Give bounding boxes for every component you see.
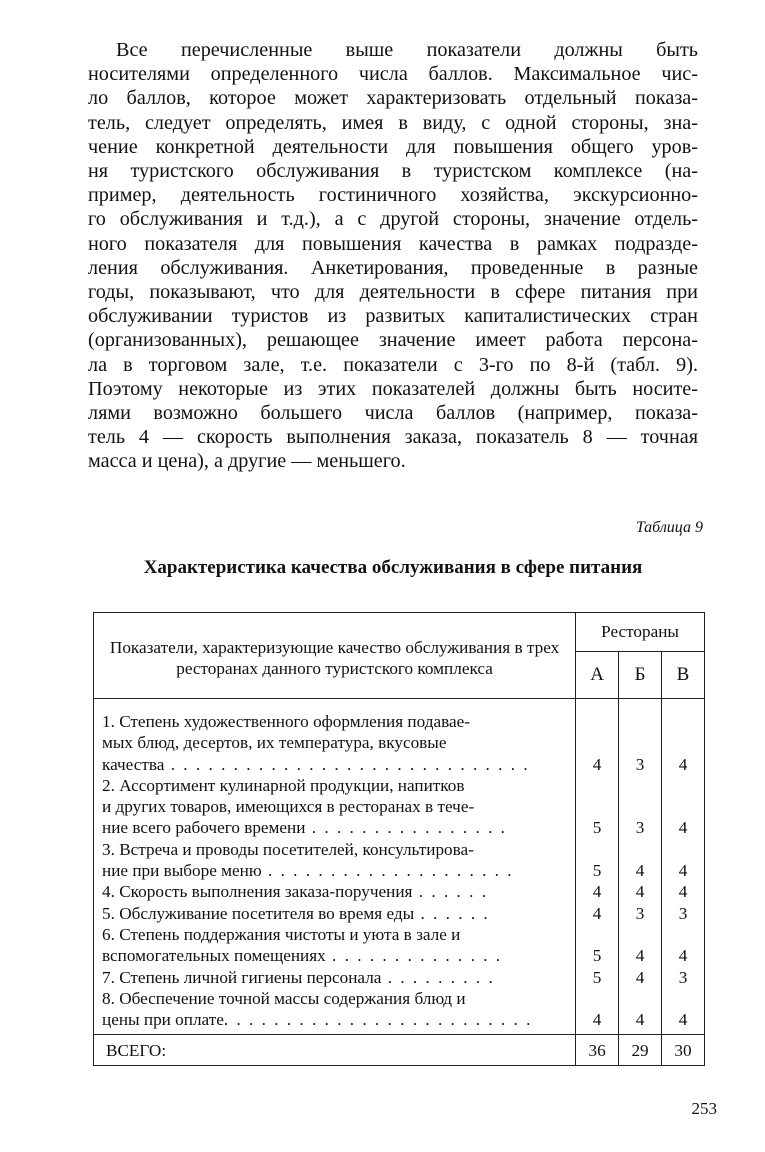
score-value: 4 [678, 754, 688, 774]
paragraph-line: ло баллов, которое может характеризовать отдельный показа- [88, 87, 698, 110]
indicator-text: ние всего рабочего времени [102, 818, 306, 838]
dot-leader: . . . . . . . . . [381, 967, 495, 987]
indicator-line [102, 1009, 569, 1030]
value-spacer [576, 775, 618, 796]
indicator-line: 8. Обеспечение точной массы содержания блюд и [102, 988, 466, 1008]
dot-leader: . . . . . . . . . . . . . . . . . . . . [261, 861, 514, 881]
value-spacer [662, 924, 704, 945]
total-a: 36 [576, 1035, 619, 1066]
indicator-line [102, 903, 569, 924]
indicator-line: 2. Ассортимент кулинарной продукции, напитков [102, 775, 465, 795]
dot-leader: . . . . . . [414, 903, 490, 923]
score-value: 3 [635, 903, 645, 923]
score-value: 4 [635, 967, 645, 987]
value-spacer [619, 839, 661, 860]
score-value: 4 [635, 882, 645, 902]
table-label: Таблица 9 [635, 519, 703, 536]
score-value: 4 [592, 1010, 602, 1030]
score-value: 4 [678, 882, 688, 902]
score-value: 4 [592, 754, 602, 774]
column-header-a: А [576, 652, 619, 699]
score-value: 3 [678, 903, 688, 923]
table-header-row [94, 613, 705, 652]
score-value: 4 [592, 882, 602, 902]
score-value: 4 [678, 861, 688, 881]
score-value: 4 [678, 946, 688, 966]
score-value: 4 [592, 903, 602, 923]
paragraph-line: годы, показывают, что для деятельности в сфере питания при [88, 281, 698, 304]
total-label: ВСЕГО: [94, 1035, 576, 1066]
paragraph-line: обслуживании туристов из развитых капиталистических стран [88, 305, 698, 328]
score-value: 4 [635, 861, 645, 881]
dot-leader: . . . . . . . . . . . . . . . . . . . . . . . . . [223, 1010, 533, 1030]
dot-leader: . . . . . . . . . . . . . . [325, 946, 503, 966]
score-value: 3 [635, 754, 645, 774]
value-spacer [576, 711, 618, 732]
total-row [94, 1035, 705, 1066]
indicator-item [102, 775, 569, 839]
paragraph-line: тель, следует определять, имея в виду, с одной стороны, зна- [88, 111, 698, 134]
indicator-line: и других товаров, имеющихся в ресторанах в тече- [102, 797, 475, 817]
paragraph-line: тель 4 — скорость выполнения заказа, показатель 8 — точная [88, 426, 698, 449]
score-value: 5 [592, 818, 602, 838]
indicator-item [102, 988, 569, 1031]
indicator-text: качества [102, 754, 165, 774]
paragraph-line: го обслуживания и т.д.), а с другой стороны, значение отдель- [88, 208, 698, 231]
paragraph-line: ня туристского обслуживания в туристском комплексе (на- [88, 160, 698, 183]
value-spacer [576, 924, 618, 945]
values-column-v [662, 699, 705, 1035]
column-header-v: В [662, 652, 705, 699]
paragraph-line: носителями определенного числа баллов. Максимальное чис- [88, 63, 698, 86]
score-value: 4 [635, 1010, 645, 1030]
dot-leader: . . . . . . [412, 882, 489, 902]
dot-leader: . . . . . . . . . . . . . . . . . . . . . . . . . . . . . [164, 754, 530, 774]
score-value: 4 [678, 818, 688, 838]
paragraph-line: масса и цена), а другие — меньшего. [88, 450, 406, 473]
score-value: 5 [592, 946, 602, 966]
page-number: 253 [691, 1099, 717, 1118]
value-spacer [576, 988, 618, 1009]
score-value: 5 [592, 861, 602, 881]
value-spacer [619, 796, 661, 817]
indicator-line [102, 945, 569, 966]
indicator-line [102, 754, 569, 775]
indicator-line: 1. Степень художественного оформления подавае- [102, 712, 470, 731]
indicators-cell [94, 699, 576, 1035]
indicator-item [102, 839, 569, 882]
value-spacer [662, 775, 704, 796]
indicator-item [102, 967, 569, 988]
indicator-text: 5. Обслуживание посетителя во время еды [102, 903, 415, 923]
total-b: 29 [619, 1035, 662, 1066]
indicator-item [102, 924, 569, 967]
values-column-b [619, 699, 662, 1035]
indicator-line: 6. Степень поддержания чистоты и уюта в зале и [102, 924, 461, 944]
score-value: 5 [592, 967, 602, 987]
value-spacer [662, 839, 704, 860]
value-spacer [576, 839, 618, 860]
indicator-item [102, 711, 569, 775]
value-spacer [662, 711, 704, 732]
indicator-line [102, 860, 569, 881]
paragraph-line: лями возможно большего числа баллов (например, показа- [88, 402, 698, 425]
value-spacer [662, 988, 704, 1009]
indicator-item [102, 903, 569, 924]
value-spacer [619, 775, 661, 796]
indicator-text: цены при оплате [102, 1010, 224, 1030]
table-body-row [94, 699, 705, 1035]
quality-table [93, 612, 705, 1066]
score-value: 4 [635, 946, 645, 966]
value-spacer [576, 796, 618, 817]
indicator-line [102, 967, 569, 988]
indicator-line: мых блюд, десертов, их температура, вкусовые [102, 733, 447, 753]
indicator-text: 7. Степень личной гигиены персонала [102, 967, 382, 987]
value-spacer [619, 711, 661, 732]
total-v: 30 [662, 1035, 705, 1066]
score-value: 4 [678, 1010, 688, 1030]
paragraph-line: ного показателя для повышения качества в рамках подразде- [88, 232, 698, 255]
body-paragraph [88, 38, 698, 474]
score-value: 3 [678, 967, 688, 987]
value-spacer [619, 924, 661, 945]
header-indicators: Показатели, характеризующие качество обслуживания в трех ресторанах данного туристского комплекса [94, 613, 576, 699]
paragraph-line: Поэтому некоторые из этих показателей должны быть носите- [88, 377, 698, 400]
indicator-text: 4. Скорость выполнения заказа-поручения [102, 882, 413, 902]
value-spacer [662, 796, 704, 817]
paragraph-line: ла в торговом зале, т.е. показатели с 3-го по 8-й (табл. 9). [88, 353, 698, 376]
indicator-line [102, 817, 569, 838]
paragraph-line: пример, деятельность гостиничного хозяйства, экскурсионно- [88, 184, 698, 207]
header-restaurants: Рестораны [576, 613, 705, 652]
indicator-line: 3. Встреча и проводы посетителей, консультирова- [102, 839, 474, 859]
indicator-line [102, 881, 569, 902]
value-spacer [576, 732, 618, 753]
value-spacer [662, 732, 704, 753]
paragraph-line: Все перечисленные выше показатели должны быть [116, 39, 698, 61]
score-value: 3 [635, 818, 645, 838]
values-column-a [576, 699, 619, 1035]
indicator-item [102, 881, 569, 902]
indicator-text: вспомогательных помещениях [102, 946, 326, 966]
paragraph-line: чение конкретной деятельности для повышения общего уров- [88, 135, 698, 158]
paragraph-line: ления обслуживания. Анкетирования, проведенные в разные [88, 256, 698, 279]
table-title: Характеристика качества обслуживания в сфере питания [143, 557, 643, 578]
indicator-text: ние при выборе меню [102, 861, 262, 881]
value-spacer [619, 988, 661, 1009]
value-spacer [619, 732, 661, 753]
dot-leader: . . . . . . . . . . . . . . . . [305, 818, 507, 838]
column-header-b: Б [619, 652, 662, 699]
paragraph-line: (организованных), решающее значение имеет работа персона- [88, 329, 698, 352]
